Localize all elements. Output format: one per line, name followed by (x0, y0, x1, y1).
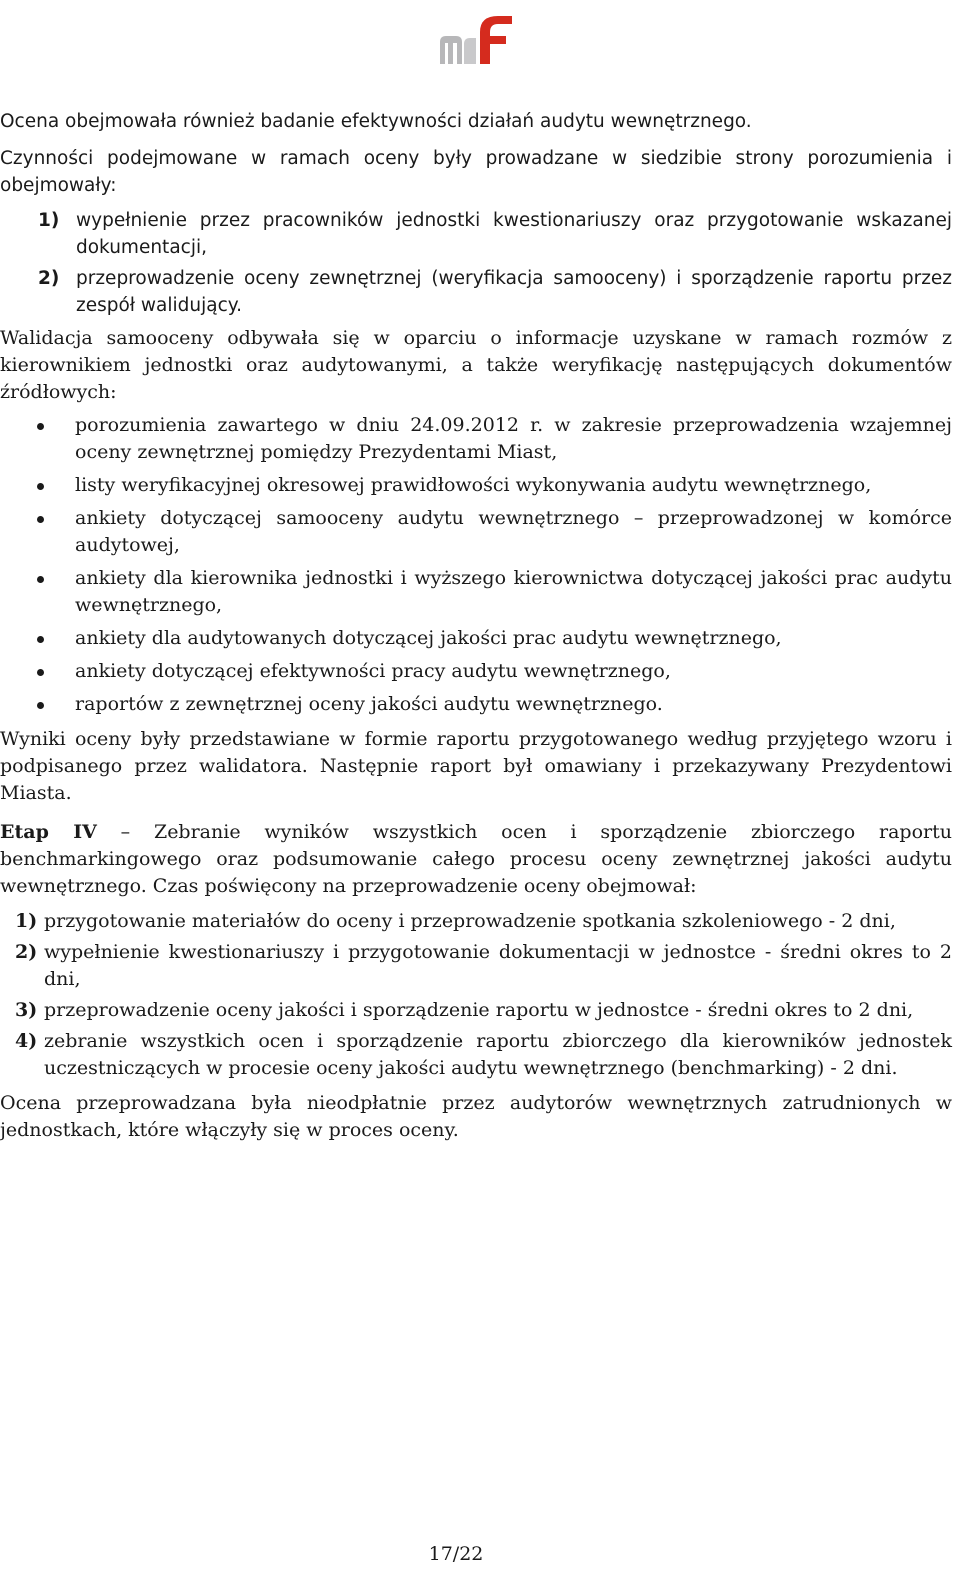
list-item (0, 207, 952, 261)
bullet-item (0, 505, 952, 559)
paragraph-validation: Walidacja samooceny odbywała się w oparciu o informacje uzyskane w ramach rozmów z kierownikiem jednostki oraz audytowanymi, a także weryfikację następujących dokumentów źródłowych: (0, 327, 952, 403)
bullet-text: listy weryfikacyjnej okresowej prawidłowości wykonywania audytu wewnętrznego, (75, 474, 872, 496)
paragraph-intro: Ocena obejmowała również badanie efektywności działań audytu wewnętrznego. (0, 111, 752, 132)
list-number: 2) (15, 941, 38, 963)
list-number: 2) (38, 268, 60, 289)
bullet-dot-icon (37, 669, 44, 676)
bullet-dot-icon (37, 576, 44, 583)
bullet-item (0, 412, 952, 466)
activities-list (0, 207, 952, 319)
list-item-text: zebranie wszystkich ocen i sporządzenie raportu zbiorczego dla kierowników jednostek uczestniczących w procesie oceny jakości audytu wewnętrznego (benchmarking) - 2 dni. (44, 1030, 952, 1079)
page-number: 17/22 (428, 1543, 484, 1565)
bullet-item (0, 625, 952, 652)
bullet-dot-icon (37, 423, 44, 430)
list-item-text: przeprowadzenie oceny jakości i sporządzenie raportu w jednostce - średni okres to 2 dni, (44, 999, 914, 1021)
bullet-dot-icon (37, 483, 44, 490)
list-number: 1) (15, 910, 38, 932)
stage-label: Etap IV (0, 821, 97, 843)
bullet-text: ankiety dla audytowanych dotyczącej jakości prac audytu wewnętrznego, (75, 627, 782, 649)
list-item-text: przygotowanie materiałów do oceny i przeprowadzenie spotkania szkoleniowego - 2 dni, (44, 910, 896, 932)
bullet-item (0, 691, 952, 718)
bullet-text: porozumienia zawartego w dniu 24.09.2012 r. w zakresie przeprowadzenia wzajemnej oceny zewnętrznej pomiędzy Prezydentami Miast, (75, 414, 952, 463)
mf-logo-icon (436, 10, 516, 68)
source-documents-list (0, 412, 952, 718)
bullet-item (0, 472, 952, 499)
bullet-item (0, 658, 952, 685)
list-item (0, 1028, 952, 1082)
list-number: 4) (15, 1030, 38, 1052)
paragraph-free-of-charge: Ocena przeprowadzana była nieodpłatnie przez audytorów wewnętrznych zatrudnionych w jednostkach, które włączyły się w proces oceny. (0, 1092, 952, 1141)
list-item-text: wypełnienie kwestionariuszy i przygotowanie dokumentacji w jednostce - średni okres to 2 dni, (44, 941, 952, 990)
paragraph-stage-iv (0, 819, 952, 900)
bullet-dot-icon (37, 516, 44, 523)
list-item-text: wypełnienie przez pracowników jednostki kwestionariuszy oraz przygotowanie wskazanej dokumentacji, (76, 210, 952, 258)
list-item (0, 997, 952, 1024)
paragraph-activities: Czynności podejmowane w ramach oceny były prowadzane w siedzibie strony porozumienia i obejmowały: (0, 148, 952, 196)
bullet-text: raportów z zewnętrznej oceny jakości audytu wewnętrznego. (75, 693, 663, 715)
paragraph-results: Wyniki oceny były przedstawiane w formie raportu przygotowanego według przyjętego wzoru i podpisanego przez walidatora. Następnie raport był omawiany i przekazywany Prezydentowi Miasta. (0, 728, 952, 804)
list-item (0, 265, 952, 319)
list-item (0, 908, 952, 935)
document-body (0, 108, 952, 1144)
bullet-dot-icon (37, 636, 44, 643)
bullet-dot-icon (37, 702, 44, 709)
list-number: 3) (15, 999, 38, 1021)
list-item-text: przeprowadzenie oceny zewnętrznej (weryfikacja samooceny) i sporządzenie raportu przez zespół walidujący. (76, 268, 952, 316)
list-number: 1) (38, 210, 60, 231)
bullet-text: ankiety dotyczącej efektywności pracy audytu wewnętrznego, (75, 660, 671, 682)
bullet-text: ankiety dotyczącej samooceny audytu wewnętrznego – przeprowadzonej w komórce audytowej, (75, 507, 952, 556)
bullet-item (0, 565, 952, 619)
bullet-text: ankiety dla kierownika jednostki i wyższego kierownictwa dotyczącej jakości prac audytu wewnętrznego, (75, 567, 952, 616)
list-item (0, 939, 952, 993)
time-spent-list (0, 908, 952, 1082)
stage-description: – Zebranie wyników wszystkich ocen i sporządzenie zbiorczego raportu benchmarkingowego oraz podsumowanie całego procesu oceny zewnętrznej jakości audytu wewnętrznego. Czas poświęcony na przeprowadzenie oceny obejmował: (0, 821, 952, 897)
